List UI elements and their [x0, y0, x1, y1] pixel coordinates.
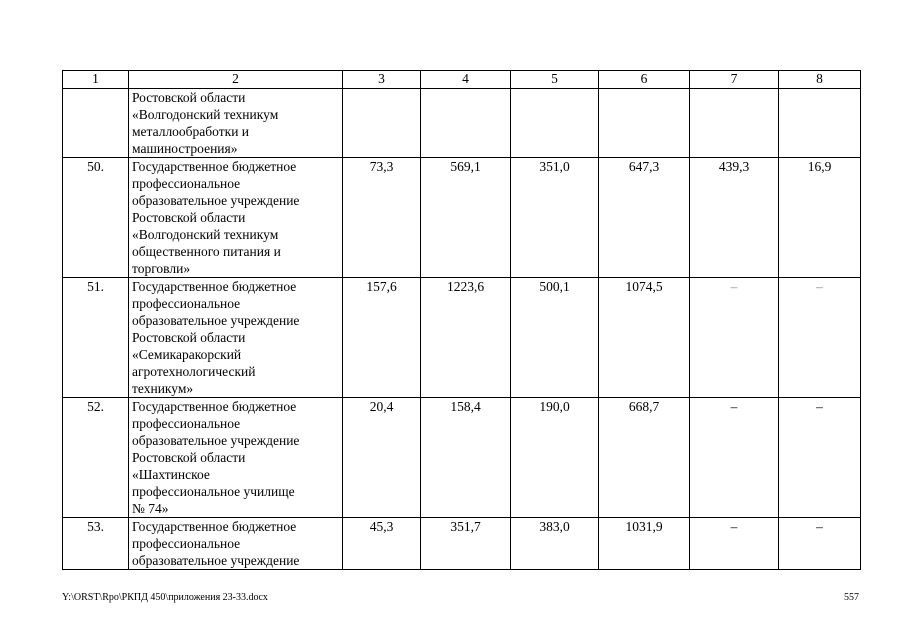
name-line: металлообработки и — [132, 124, 250, 139]
institution-name-cell — [129, 398, 343, 518]
header-row — [63, 71, 861, 89]
name-line: Государственное бюджетное — [132, 279, 297, 294]
value-cell-col4: 158,4 — [421, 398, 511, 518]
name-line: профессиональное — [132, 296, 241, 311]
name-line: «Волгодонский техникум — [132, 107, 279, 122]
value-cell-col3: 73,3 — [343, 158, 421, 278]
value-cell — [511, 89, 599, 158]
table-row-continuation — [63, 89, 861, 158]
name-line: образовательное учреждение — [132, 193, 300, 208]
data-table — [62, 70, 861, 570]
table-row — [63, 518, 861, 570]
value-cell-col5: 383,0 — [511, 518, 599, 570]
name-line: образовательное учреждение — [132, 433, 300, 448]
header-cell-6: 6 — [599, 71, 690, 89]
value-cell — [421, 89, 511, 158]
header-cell-3: 3 — [343, 71, 421, 89]
value-cell-col6: 1074,5 — [599, 278, 690, 398]
value-cell — [343, 89, 421, 158]
value-cell-col5: 190,0 — [511, 398, 599, 518]
name-line: Ростовской области — [132, 330, 246, 345]
header-cell-2: 2 — [129, 71, 343, 89]
value-cell-col7: – — [690, 278, 779, 398]
value-cell-col8: – — [779, 398, 861, 518]
header-cell-4: 4 — [421, 71, 511, 89]
row-number-cell: 52. — [63, 398, 129, 518]
name-line: Государственное бюджетное — [132, 159, 297, 174]
value-cell-col5: 500,1 — [511, 278, 599, 398]
header-cell-5: 5 — [511, 71, 599, 89]
institution-name-cell — [129, 89, 343, 158]
name-line: машиностроения» — [132, 141, 238, 156]
value-cell-col3: 20,4 — [343, 398, 421, 518]
institution-name-cell — [129, 278, 343, 398]
value-cell — [690, 89, 779, 158]
value-cell-col6: 668,7 — [599, 398, 690, 518]
name-line: Ростовской области — [132, 90, 246, 105]
value-cell-col8: 16,9 — [779, 158, 861, 278]
header-cell-7: 7 — [690, 71, 779, 89]
institution-name-cell — [129, 518, 343, 570]
name-line: Государственное бюджетное — [132, 519, 297, 534]
value-cell-col6: 647,3 — [599, 158, 690, 278]
value-cell-col3: 157,6 — [343, 278, 421, 398]
name-line: техникум» — [132, 381, 194, 396]
table-row — [63, 158, 861, 278]
institution-name-cell — [129, 158, 343, 278]
page-number: 557 — [844, 592, 859, 603]
name-line: профессиональное — [132, 536, 241, 551]
name-line: «Семикаракорский — [132, 347, 242, 362]
value-cell-col7: – — [690, 398, 779, 518]
row-number-cell: 51. — [63, 278, 129, 398]
name-line: Ростовской области — [132, 210, 246, 225]
value-cell-col3: 45,3 — [343, 518, 421, 570]
name-line: «Волгодонский техникум — [132, 227, 279, 242]
row-number-cell: 53. — [63, 518, 129, 570]
name-line: профессиональное училище — [132, 484, 295, 499]
name-line: торговли» — [132, 261, 191, 276]
name-line: профессиональное — [132, 416, 241, 431]
name-line: профессиональное — [132, 176, 241, 191]
header-cell-1: 1 — [63, 71, 129, 89]
table-row — [63, 398, 861, 518]
value-cell-col8: – — [779, 518, 861, 570]
row-number-cell: 50. — [63, 158, 129, 278]
value-cell-col7: – — [690, 518, 779, 570]
name-line: «Шахтинское — [132, 467, 210, 482]
header-cell-8: 8 — [779, 71, 861, 89]
table-row — [63, 278, 861, 398]
name-line: образовательное учреждение — [132, 313, 300, 328]
name-line: общественного питания и — [132, 244, 281, 259]
name-line: Ростовской области — [132, 450, 246, 465]
value-cell-col7: 439,3 — [690, 158, 779, 278]
row-number-cell — [63, 89, 129, 158]
value-cell-col4: 351,7 — [421, 518, 511, 570]
name-line: образовательное учреждение — [132, 553, 300, 568]
value-cell-col8: – — [779, 278, 861, 398]
name-line: агротехнологический — [132, 364, 256, 379]
value-cell — [599, 89, 690, 158]
value-cell-col4: 569,1 — [421, 158, 511, 278]
value-cell-col4: 1223,6 — [421, 278, 511, 398]
footer-file-path: Y:\ORST\Rpo\РКПД 450\приложения 23-33.docx — [62, 592, 268, 603]
name-line: № 74» — [132, 501, 169, 516]
value-cell — [779, 89, 861, 158]
name-line: Государственное бюджетное — [132, 399, 297, 414]
value-cell-col5: 351,0 — [511, 158, 599, 278]
value-cell-col6: 1031,9 — [599, 518, 690, 570]
